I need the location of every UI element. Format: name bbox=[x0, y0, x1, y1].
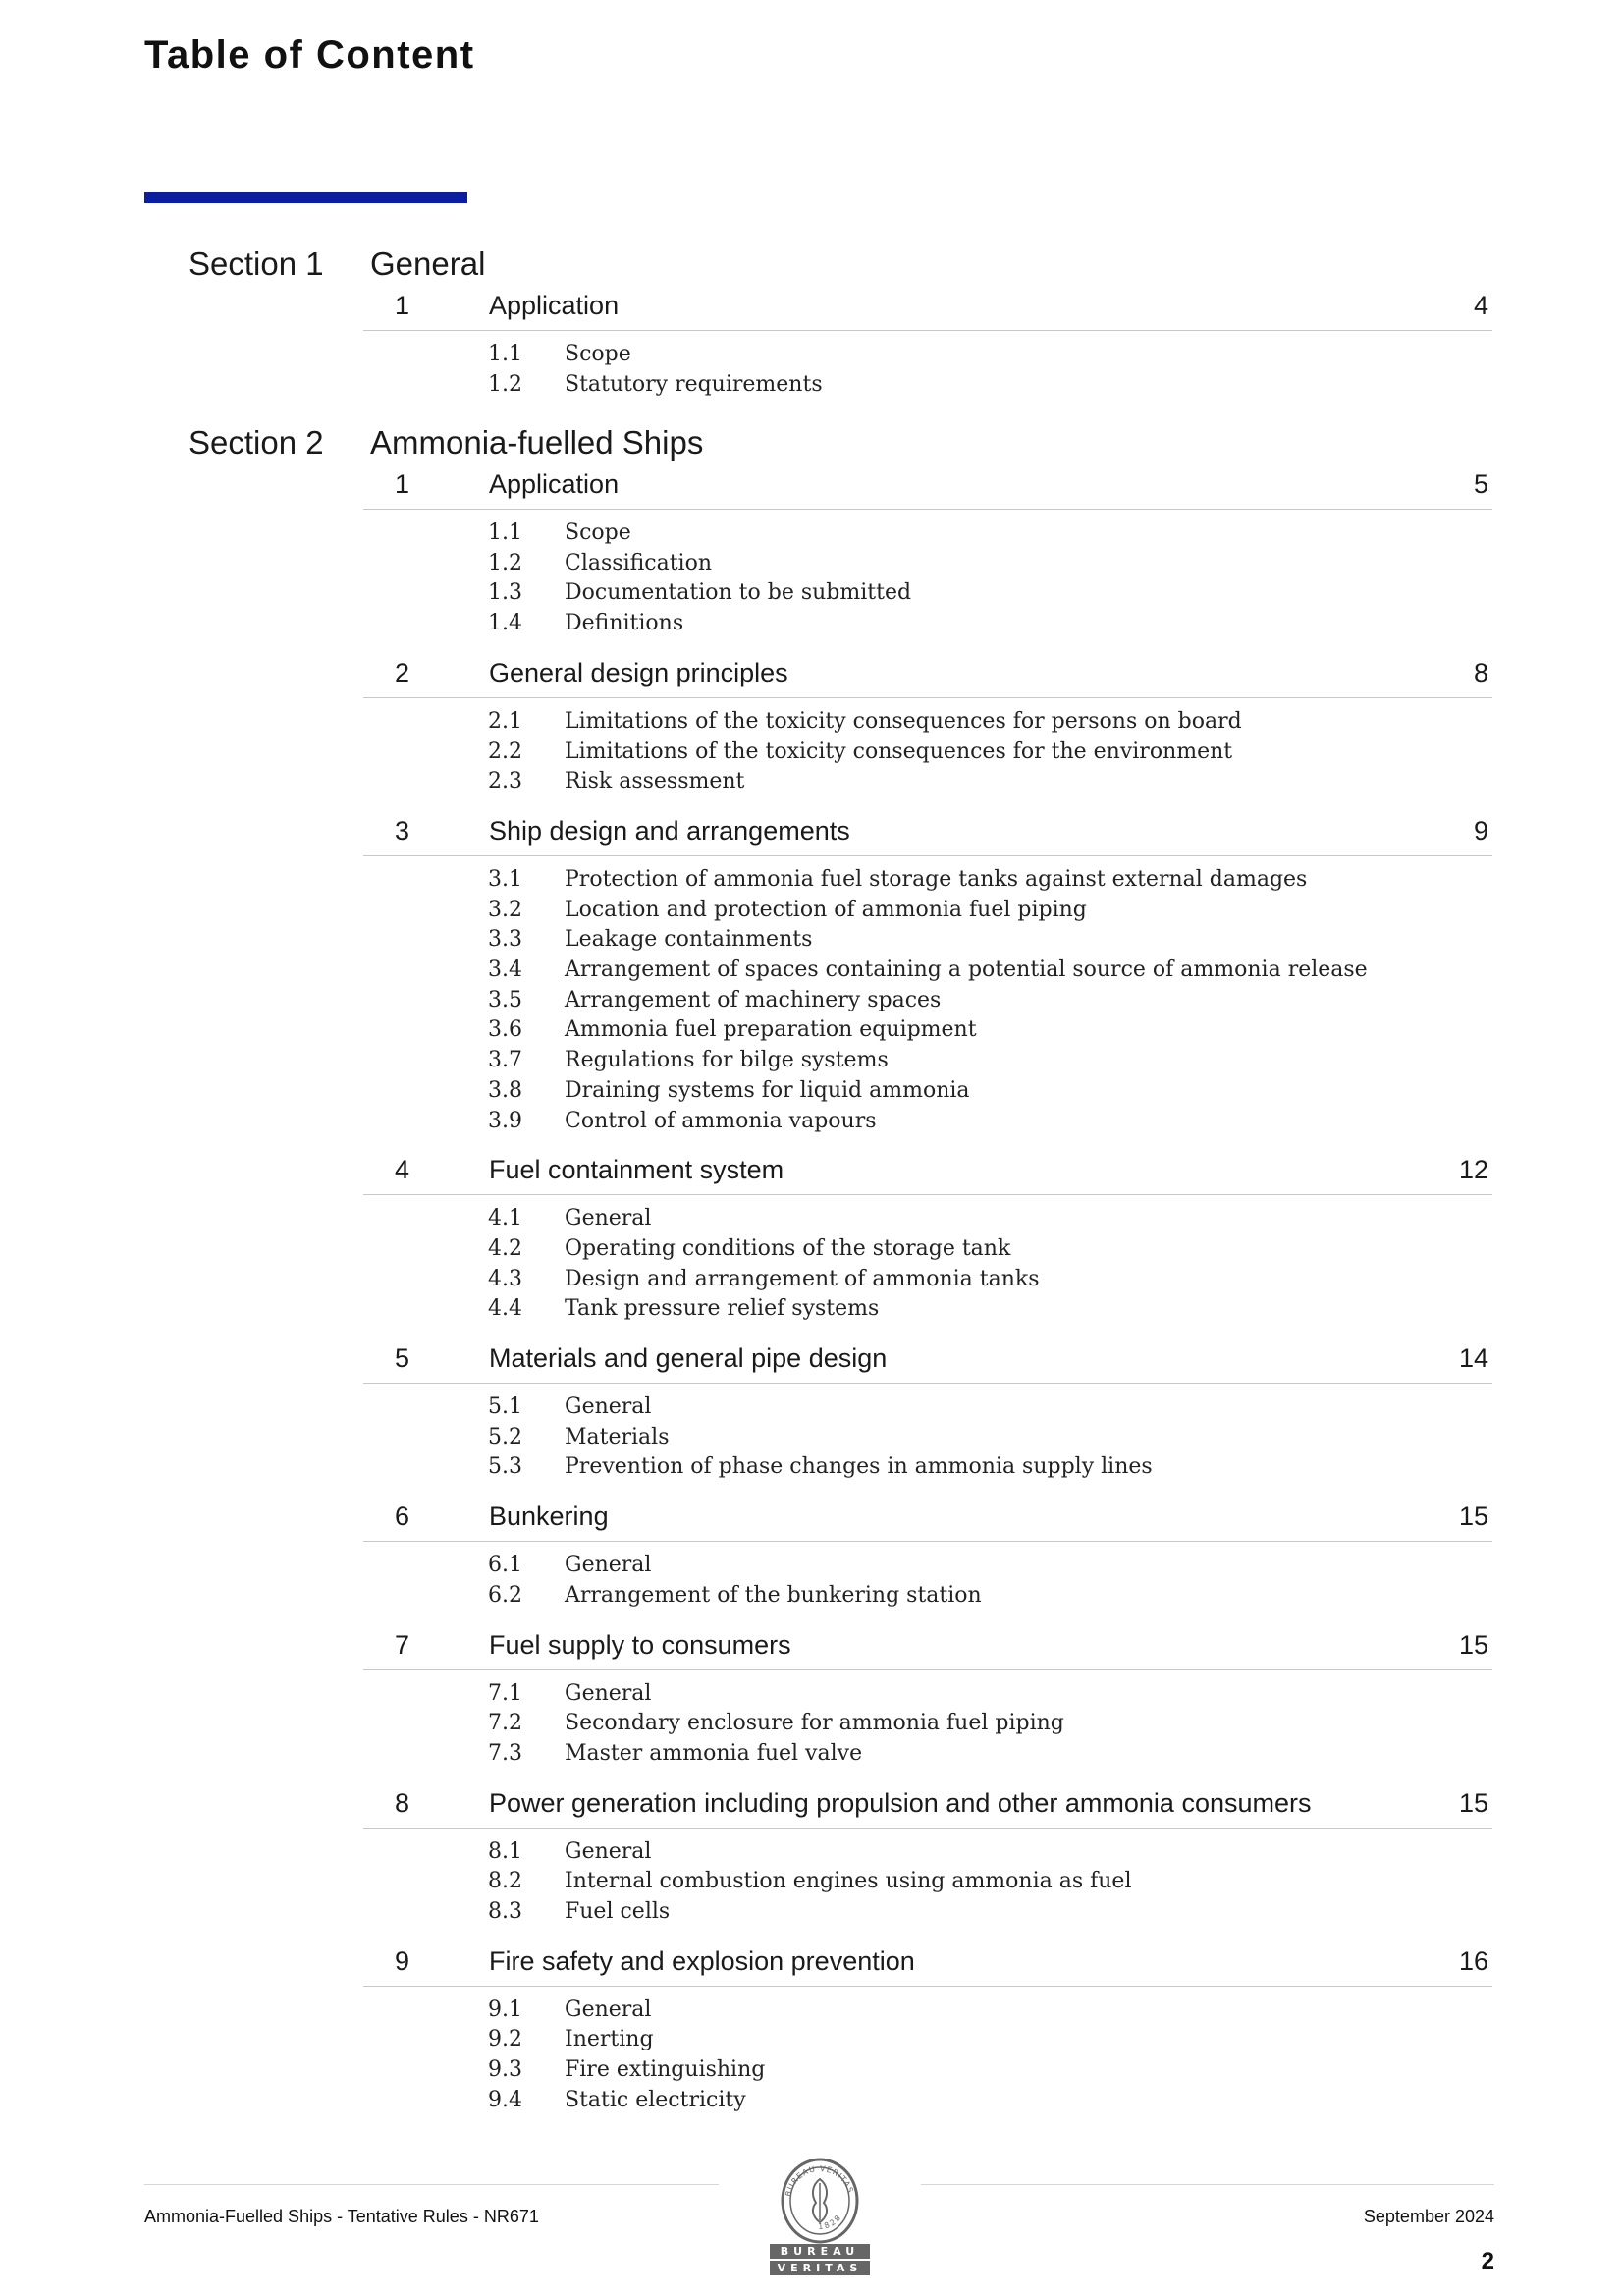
toc-article-row[interactable] bbox=[363, 1630, 1492, 1670]
logo-line-bureau: BUREAU bbox=[770, 2244, 870, 2259]
subsection-title: Regulations for bilge systems bbox=[565, 1048, 889, 1073]
toc-subsection-row[interactable] bbox=[488, 1741, 1470, 1771]
article-title: General design principles bbox=[489, 657, 788, 687]
subsection-title: Classification bbox=[565, 550, 713, 575]
subsection-title: General bbox=[565, 1680, 652, 1706]
toc-subsection-row[interactable] bbox=[488, 551, 1470, 580]
subsection-number: 1.2 bbox=[488, 550, 522, 575]
article-title: Bunkering bbox=[489, 1502, 609, 1532]
article-page-number: 12 bbox=[1458, 1155, 1488, 1185]
toc-subsection-row[interactable] bbox=[488, 2027, 1470, 2056]
article-page-number: 4 bbox=[1473, 291, 1488, 320]
logo-line-veritas: VERITAS bbox=[770, 2261, 870, 2275]
toc-subsection-row[interactable] bbox=[488, 898, 1470, 927]
title-rule bbox=[144, 192, 467, 203]
article-number: 1 bbox=[395, 469, 410, 499]
subsection-number: 3.9 bbox=[488, 1108, 522, 1133]
subsection-number: 2.1 bbox=[488, 708, 522, 734]
subsection-title: Arrangement of machinery spaces bbox=[565, 987, 942, 1012]
article-number: 7 bbox=[395, 1629, 410, 1660]
toc-article-row[interactable] bbox=[363, 816, 1492, 856]
subsection-number: 6.2 bbox=[488, 1582, 522, 1608]
article-number: 1 bbox=[395, 291, 410, 320]
subsection-number: 3.7 bbox=[488, 1048, 522, 1073]
subsection-title: General bbox=[565, 1996, 652, 2022]
subsection-number: 1.2 bbox=[488, 371, 522, 397]
seal-icon bbox=[768, 2154, 872, 2244]
subsection-title: Inerting bbox=[565, 2027, 654, 2052]
subsection-title: Operating conditions of the storage tank bbox=[565, 1235, 1011, 1261]
subsection-title: Definitions bbox=[565, 611, 684, 636]
toc-subsection-row[interactable] bbox=[488, 1048, 1470, 1077]
article-page-number: 15 bbox=[1458, 1502, 1488, 1532]
section-label: Section 2 bbox=[189, 424, 324, 461]
article-page-number: 16 bbox=[1458, 1945, 1488, 1976]
subsection-title: Arrangement of spaces containing a potential source of ammonia release bbox=[565, 957, 1368, 982]
toc-subsection-row[interactable] bbox=[488, 1267, 1470, 1296]
toc-subsection-row[interactable] bbox=[488, 1553, 1470, 1582]
toc-subsection-row[interactable] bbox=[488, 709, 1470, 738]
article-title: Application bbox=[489, 291, 620, 320]
toc-subsection-row[interactable] bbox=[488, 1839, 1470, 1869]
article-page-number: 5 bbox=[1473, 469, 1488, 499]
toc-subsection-row[interactable] bbox=[488, 1109, 1470, 1138]
toc-subsection-row[interactable] bbox=[488, 1296, 1470, 1326]
subsection-number: 9.4 bbox=[488, 2087, 522, 2112]
subsection-number: 1.3 bbox=[488, 580, 522, 606]
subsection-title: Limitations of the toxicity consequences for the environment bbox=[565, 738, 1233, 764]
section-label: Section 1 bbox=[189, 246, 324, 282]
article-number: 4 bbox=[395, 1155, 410, 1185]
toc-subsection-row[interactable] bbox=[488, 867, 1470, 897]
section-title: Ammonia-fuelled Ships bbox=[370, 424, 704, 461]
subsection-title: Prevention of phase changes in ammonia supply lines bbox=[565, 1454, 1153, 1480]
subsection-title: General bbox=[565, 1838, 652, 1864]
subsection-number: 1.4 bbox=[488, 611, 522, 636]
toc-subsection-row[interactable] bbox=[488, 1425, 1470, 1454]
logo-ring-text: BUREAU VERITAS bbox=[784, 2163, 855, 2198]
subsection-title: Static electricity bbox=[565, 2087, 746, 2112]
subsection-title: Scope bbox=[565, 342, 631, 366]
article-page-number: 8 bbox=[1473, 657, 1488, 687]
subsection-number: 4.1 bbox=[488, 1206, 522, 1231]
footer-rule-right bbox=[921, 2184, 1494, 2185]
article-page-number: 15 bbox=[1458, 1629, 1488, 1660]
subsection-title: Location and protection of ammonia fuel piping bbox=[565, 897, 1087, 922]
toc-article-row[interactable] bbox=[363, 1502, 1492, 1542]
subsection-title: Limitations of the toxicity consequences for persons on board bbox=[565, 708, 1242, 734]
toc-subsection-row[interactable] bbox=[488, 1454, 1470, 1484]
section-title: General bbox=[370, 246, 486, 282]
subsection-title: Ammonia fuel preparation equipment bbox=[565, 1017, 977, 1043]
toc-article-row[interactable] bbox=[363, 1155, 1492, 1195]
article-title: Materials and general pipe design bbox=[489, 1343, 888, 1373]
subsection-number: 8.1 bbox=[488, 1838, 522, 1864]
article-page-number: 15 bbox=[1458, 1787, 1488, 1818]
toc-subsection-row[interactable] bbox=[488, 2057, 1470, 2087]
section-heading bbox=[0, 424, 1622, 464]
toc-subsection-row[interactable] bbox=[488, 1394, 1470, 1424]
article-page-number: 9 bbox=[1473, 815, 1488, 846]
subsection-title: Fuel cells bbox=[565, 1899, 671, 1924]
article-number: 9 bbox=[395, 1945, 410, 1976]
subsection-number: 3.1 bbox=[488, 866, 522, 892]
subsection-number: 4.4 bbox=[488, 1296, 522, 1322]
subsection-number: 5.2 bbox=[488, 1424, 522, 1449]
page-title: Table of Content bbox=[144, 33, 475, 77]
subsection-number: 7.1 bbox=[488, 1680, 522, 1706]
subsection-number: 4.3 bbox=[488, 1266, 522, 1291]
article-number: 3 bbox=[395, 815, 410, 846]
subsection-title: Tank pressure relief systems bbox=[565, 1296, 880, 1322]
toc-subsection-row[interactable] bbox=[488, 520, 1470, 550]
subsection-number: 6.1 bbox=[488, 1553, 522, 1578]
toc-article-row[interactable] bbox=[363, 1788, 1492, 1829]
subsection-title: Master ammonia fuel valve bbox=[565, 1740, 863, 1766]
footer-date: September 2024 bbox=[1363, 2207, 1494, 2226]
subsection-title: Scope bbox=[565, 520, 631, 545]
subsection-title: Fire extinguishing bbox=[565, 2057, 766, 2083]
subsection-number: 3.8 bbox=[488, 1077, 522, 1103]
toc-subsection-row[interactable] bbox=[488, 927, 1470, 957]
toc-article-row[interactable] bbox=[363, 469, 1492, 510]
subsection-title: Arrangement of the bunkering station bbox=[565, 1582, 982, 1608]
toc-subsection-row[interactable] bbox=[488, 1711, 1470, 1740]
article-title: Ship design and arrangements bbox=[489, 815, 850, 846]
toc-subsection-row[interactable] bbox=[488, 611, 1470, 640]
toc-subsection-row[interactable] bbox=[488, 580, 1470, 610]
toc-subsection-row[interactable] bbox=[488, 1869, 1470, 1898]
subsection-title: Control of ammonia vapours bbox=[565, 1108, 877, 1133]
toc-subsection-row[interactable] bbox=[488, 1017, 1470, 1047]
subsection-title: General bbox=[565, 1206, 652, 1231]
subsection-title: Statutory requirements bbox=[565, 371, 823, 397]
subsection-number: 2.3 bbox=[488, 769, 522, 794]
subsection-title: Leakage containments bbox=[565, 927, 813, 953]
subsection-number: 3.6 bbox=[488, 1017, 522, 1043]
subsection-number: 1.1 bbox=[488, 520, 522, 545]
toc-subsection-row[interactable] bbox=[488, 2088, 1470, 2117]
subsection-title: Materials bbox=[565, 1424, 670, 1449]
toc-subsection-row[interactable] bbox=[488, 988, 1470, 1017]
page-number: 2 bbox=[1481, 2248, 1494, 2274]
subsection-number: 3.5 bbox=[488, 987, 522, 1012]
bureau-veritas-logo bbox=[768, 2154, 872, 2281]
toc-subsection-row[interactable] bbox=[488, 1899, 1470, 1929]
subsection-number: 3.2 bbox=[488, 897, 522, 922]
toc-subsection-row[interactable] bbox=[488, 372, 1470, 402]
subsection-title: General bbox=[565, 1394, 652, 1419]
subsection-number: 5.3 bbox=[488, 1454, 522, 1480]
article-number: 2 bbox=[395, 657, 410, 687]
subsection-title: Secondary enclosure for ammonia fuel piping bbox=[565, 1711, 1064, 1736]
article-page-number: 14 bbox=[1458, 1343, 1488, 1373]
subsection-number: 8.3 bbox=[488, 1899, 522, 1924]
toc-article-row[interactable] bbox=[363, 291, 1492, 331]
article-number: 5 bbox=[395, 1343, 410, 1373]
toc-subsection-row[interactable] bbox=[488, 957, 1470, 987]
toc-subsection-row[interactable] bbox=[488, 342, 1470, 371]
toc-subsection-row[interactable] bbox=[488, 1681, 1470, 1711]
footer-rule-left bbox=[144, 2184, 719, 2185]
toc-article-row[interactable] bbox=[363, 658, 1492, 698]
toc-subsection-row[interactable] bbox=[488, 1583, 1470, 1613]
toc-subsection-row[interactable] bbox=[488, 1078, 1470, 1108]
article-title: Fuel supply to consumers bbox=[489, 1629, 791, 1660]
toc-subsection-row[interactable] bbox=[488, 1997, 1470, 2027]
subsection-title: Risk assessment bbox=[565, 769, 745, 794]
toc-article-row[interactable] bbox=[363, 1946, 1492, 1987]
subsection-title: Draining systems for liquid ammonia bbox=[565, 1077, 970, 1103]
article-number: 6 bbox=[395, 1502, 410, 1532]
subsection-number: 9.3 bbox=[488, 2057, 522, 2083]
article-title: Fuel containment system bbox=[489, 1155, 784, 1185]
article-title: Application bbox=[489, 469, 620, 499]
article-title: Fire safety and explosion prevention bbox=[489, 1945, 915, 1976]
toc-article-row[interactable] bbox=[363, 1343, 1492, 1384]
subsection-title: Design and arrangement of ammonia tanks bbox=[565, 1266, 1040, 1291]
subsection-title: Documentation to be submitted bbox=[565, 580, 912, 606]
logo-year: 1828 bbox=[817, 2212, 844, 2232]
subsection-number: 8.2 bbox=[488, 1869, 522, 1894]
subsection-number: 9.2 bbox=[488, 2027, 522, 2052]
toc-subsection-row[interactable] bbox=[488, 739, 1470, 769]
subsection-number: 7.2 bbox=[488, 1711, 522, 1736]
subsection-number: 3.4 bbox=[488, 957, 522, 982]
article-title: Power generation including propulsion and other ammonia consumers bbox=[489, 1787, 1312, 1818]
footer-document-title: Ammonia-Fuelled Ships - Tentative Rules - NR671 bbox=[144, 2207, 539, 2226]
toc-subsection-row[interactable] bbox=[488, 1236, 1470, 1266]
toc-subsection-row[interactable] bbox=[488, 769, 1470, 798]
subsection-number: 9.1 bbox=[488, 1996, 522, 2022]
section-heading bbox=[0, 246, 1622, 285]
subsection-number: 4.2 bbox=[488, 1235, 522, 1261]
subsection-title: General bbox=[565, 1553, 652, 1578]
toc-subsection-row[interactable] bbox=[488, 1206, 1470, 1235]
subsection-number: 7.3 bbox=[488, 1740, 522, 1766]
subsection-title: Protection of ammonia fuel storage tanks against external damages bbox=[565, 866, 1308, 892]
subsection-title: Internal combustion engines using ammonia as fuel bbox=[565, 1869, 1132, 1894]
subsection-number: 1.1 bbox=[488, 342, 522, 366]
subsection-number: 3.3 bbox=[488, 927, 522, 953]
subsection-number: 2.2 bbox=[488, 738, 522, 764]
article-number: 8 bbox=[395, 1787, 410, 1818]
subsection-number: 5.1 bbox=[488, 1394, 522, 1419]
